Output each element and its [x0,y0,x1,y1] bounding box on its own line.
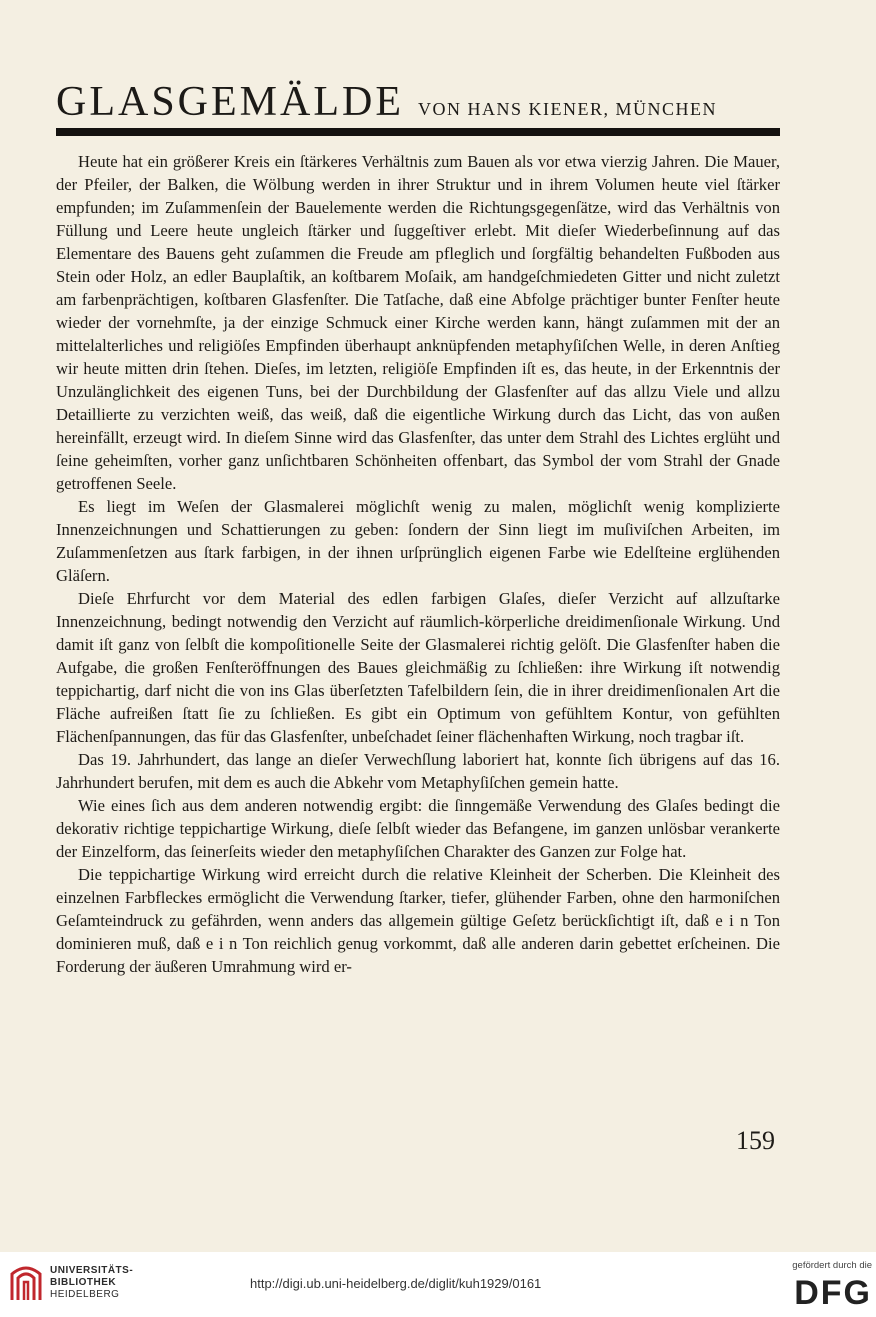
paragraph-2: Es liegt im Weſen der Glasmalerei möglichſt wenig zu malen, möglichſt wenig komplizierte Innenzeichnungen und Schattierungen zu geben: ſondern der Sinn liegt im muſiviſchen Arbeiten, im Zuſammenſetzen aus ſtark farbigen, in der ihnen urſprünglich eigenen Farbe wie Edelſteine erglühenden Gläſern. [56,497,780,585]
article-author: VON HANS KIENER, MÜNCHEN [417,99,717,119]
paragraph-5: Wie eines ſich aus dem anderen notwendig ergibt: die ſinngemäße Verwendung des Glaſes bedingt die dekorativ richtige teppichartige Wirkung, dieſe ſelbſt wieder das Befangene, im ganzen unlösbar verankerte der Einzelform, das ſeinerſeits wieder den metaphyſiſchen Charakter des Ganzen zur Folge hat. [56,796,780,861]
library-line-2: BIBLIOTHEK [50,1277,117,1288]
paragraph-4: Das 19. Jahrhundert, das lange an dieſer Verwechſlung laboriert hat, konnte ſich übrigens auf das 16. Jahrhundert berufen, mit dem es auch die Abkehr vom Metaphyſiſchen gemein hatte. [56,750,780,792]
title-rule [56,128,780,136]
permalink[interactable]: http://digi.ub.uni-heidelberg.de/diglit/kuh1929/0161 [250,1276,542,1291]
article-heading [56,78,717,126]
viewer-footer [0,1252,876,1317]
sponsor-note: gefördert durch die [792,1260,872,1271]
article-title: GLASGEMÄLDE [56,79,404,125]
paragraph-6: Die teppichartige Wirkung wird erreicht durch die relative Kleinheit der Scherben. Die Kleinheit des einzelnen Farbfleckes ermöglicht die Verwendung ſtarker, tiefer, glühender Farben, ohne den harmoniſchen Geſamteindruck zu gefährden, wenn anders das allgemein gültige Geſetz berückſichtigt iſt, daß e i n Ton dominieren muß, daß e i n Ton reichlich genug vorkommt, daß alle anderen darin gebettet erſcheinen. Die Forderung der äußeren Umrahmung wird er- [56,865,780,976]
library-name[interactable] [50,1265,133,1301]
library-line-1: UNIVERSITÄTS- [50,1265,134,1276]
article-body [56,150,780,978]
paragraph-3: Dieſe Ehrfurcht vor dem Material des edlen farbigen Glaſes, dieſer Verzicht auf allzuſtarke Innenzeichnung, bedingt notwendig den Verzicht auf räumlich-körperliche dreidimenſionale Wirkung. Und damit iſt ganz von ſelbſt die kompoſitionelle Seite der Glasmalerei richtig gelöſt. Die Glasfenſter haben die Aufgabe, die großen Fenſteröffnungen des Baues gleichmäßig zu ſchließen: ihre Wirkung iſt notwendig teppichartig, darf nicht die von ins Glas überſetzten Tafelbildern ſein, die in ihrer dreidimenſionalen Art die Fläche aufreißen ſtatt ſie zu ſchließen. Es gibt ein Optimum von gefühltem Kontur, von gefühlten Flächenſpannungen, das für das Glasfenſter, unbeſchadet ſeiner flächenhaften Wirkung, noch tragbar iſt. [56,589,780,746]
paragraph-1: Heute hat ein größerer Kreis ein ſtärkeres Verhältnis zum Bauen als vor etwa vierzig Jahren. Die Mauer, der Pfeiler, der Balken, die Wölbung werden in ihrer Struktur und in ihrem Volumen heute viel ſtärker empfunden; im Zuſammenſein der Bauelemente werden die Richtungsgegenſätze, wird das Verhältnis von Füllung und Leere heute ungleich ſtärker und ſuggeſtiver erlebt. Mit dieſer Wiederbeſinnung auf das Elementare des Bauens geht zuſammen die Freude am pfleglich und ſorgfältig behandelten Fußboden aus Stein oder Holz, an edler Bauplaſtik, an koſtbarem Moſaik, am handgeſchmiedeten Gitter und nicht zuletzt am farbenprächtigen, koſtbaren Glasfenſter. Die Tatſache, daß eine Abfolge prächtiger bunter Fenſter heute wieder der vornehmſte, ja der einzige Schmuck einer Kirche werden kann, hängt zuſammen mit der an mittelalterliches und religiöſes Empfinden überhaupt anknüpfenden metaphyſiſchen Welle, in deren Anſtieg wir heute mitten drin ſtehen. Dieſes, im letzten, religiöſe Empfinden iſt es, das heute, in der Erkenntnis der Unzulänglichkeit des eigenen Tuns, bei der Durchbildung der Glasfenſter auf das allzu Viele und allzu Detaillierte zu verzichten weiß, das weiß, daß die eigentliche Wirkung durch das Licht, das von außen hereinfällt, erzeugt wird. In dieſem Sinne wird das Glasfenſter, das unter dem Strahl des Lichtes erglüht und ſeine geheimſten, vorher ganz unſichtbaren Schönheiten offenbart, das Symbol der vom Strahl der Gnade getroffenen Seele. [56,152,780,493]
library-line-3: HEIDELBERG [50,1289,120,1300]
page-number: 159 [736,1126,775,1155]
university-library-logo-icon[interactable] [8,1260,44,1304]
dfg-logo[interactable]: DFG [794,1274,872,1312]
